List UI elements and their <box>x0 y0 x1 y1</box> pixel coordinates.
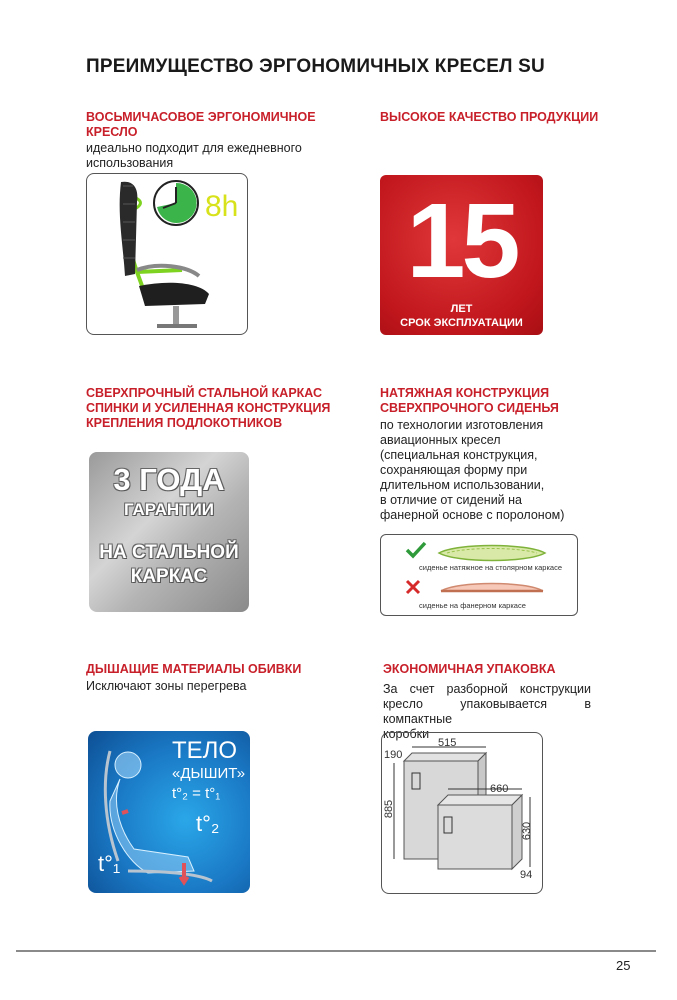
frame-title-line1: СВЕРХПРОЧНЫЙ СТАЛЬНОЙ КАРКАС <box>86 386 323 400</box>
ergonomic-title-line1: ВОСЬМИЧАСОВОЕ ЭРГОНОМИЧНОЕ <box>86 110 316 124</box>
page-title: ПРЕИМУЩЕСТВО ЭРГОНОМИЧНЫХ КРЕСЕЛ SU <box>86 56 545 77</box>
packaging-desc-line2: кресло упаковывается в компактные <box>383 697 591 726</box>
packaging-panel <box>381 732 543 894</box>
plywood-seat-icon <box>437 577 547 599</box>
quality-badge <box>380 175 543 335</box>
seat-comparison-panel <box>380 534 578 616</box>
tension-title-line2: СВЕРХПРОЧНОГО СИДЕНЬЯ <box>380 401 559 415</box>
packaging-desc-line3: коробки <box>383 727 430 741</box>
tension-desc-line: авиационных кресел <box>380 433 501 447</box>
quality-title: ВЫСОКОЕ КАЧЕСТВО ПРОДУКЦИИ <box>380 110 599 124</box>
clock-icon <box>151 178 201 228</box>
breath-subtitle: «ДЫШИТ» <box>172 765 246 782</box>
tension-title-line1: НАТЯЖНАЯ КОНСТРУКЦИЯ <box>380 386 550 400</box>
quality-sub-years: ЛЕТ <box>450 303 473 315</box>
tension-desc-line: по технологии изготовления <box>380 418 544 432</box>
seat-caption-good: сиденье натяжное на столярном каркасе <box>419 563 563 572</box>
tension-desc-line: длительном использовании, <box>380 478 545 492</box>
dim-630: 630 <box>521 821 534 841</box>
ergonomic-title <box>86 110 346 140</box>
page-number: 25 <box>616 958 631 973</box>
tension-title <box>380 386 640 416</box>
tension-desc-line: сохраняющая форму при <box>380 463 528 477</box>
ergonomic-desc-line1: идеально подходит для ежедневного <box>86 141 302 155</box>
warranty-steel: НА СТАЛЬНОЙ <box>99 542 239 563</box>
breath-t1: t°₁ <box>98 851 121 876</box>
frame-title <box>86 386 356 431</box>
ergonomic-chair-panel <box>86 173 248 335</box>
tension-desc-line: (специальная конструкция, <box>380 448 538 462</box>
quality-number: 15 <box>406 182 517 300</box>
footer-divider <box>16 950 656 952</box>
warranty-label: ГАРАНТИИ <box>123 500 215 519</box>
breath-formula: t°₂ = t°₁ <box>172 785 221 802</box>
ergonomic-title-line2: КРЕСЛО <box>86 125 138 139</box>
frame-title-line2: СПИНКИ И УСИЛЕННАЯ КОНСТРУКЦИЯ <box>86 401 331 415</box>
warranty-years: 3 ГОДА <box>113 462 225 497</box>
breathable-panel <box>88 731 250 893</box>
seat-caption-bad: сиденье на фанерном каркасе <box>419 601 526 610</box>
warranty-badge <box>89 452 249 612</box>
boxes-icon <box>382 733 542 893</box>
tension-description <box>380 418 640 523</box>
packaging-desc-line1: За счет разборной конструкции <box>383 682 591 696</box>
breathable-title: ДЫШАЩИЕ МАТЕРИАЛЫ ОБИВКИ <box>86 662 302 676</box>
ergonomic-desc-line2: использования <box>86 156 174 170</box>
dim-660: 660 <box>490 783 509 795</box>
breath-title: ТЕЛО <box>172 737 238 764</box>
hours-label: 8h <box>205 190 239 223</box>
cross-icon <box>405 579 421 595</box>
dim-515: 515 <box>438 737 457 749</box>
dim-885: 885 <box>383 799 396 819</box>
breathable-description: Исключают зоны перегрева <box>86 679 247 693</box>
packaging-title: ЭКОНОМИЧНАЯ УПАКОВКА <box>383 662 556 676</box>
quality-sub-lifetime: СРОК ЭКСПЛУАТАЦИИ <box>400 317 523 329</box>
tension-desc-line: в отличие от сидений на <box>380 493 522 507</box>
frame-title-line3: КРЕПЛЕНИЯ ПОДЛОКОТНИКОВ <box>86 416 283 430</box>
check-icon <box>405 541 427 559</box>
dim-190: 190 <box>384 749 403 761</box>
tension-desc-line: фанерной основе с поролоном) <box>380 508 565 522</box>
warranty-frame: КАРКАС <box>130 566 208 587</box>
dim-94: 94 <box>520 869 533 881</box>
ergonomic-description <box>86 141 346 171</box>
breath-t2: t°₂ <box>196 811 220 836</box>
tension-seat-icon <box>437 541 547 565</box>
